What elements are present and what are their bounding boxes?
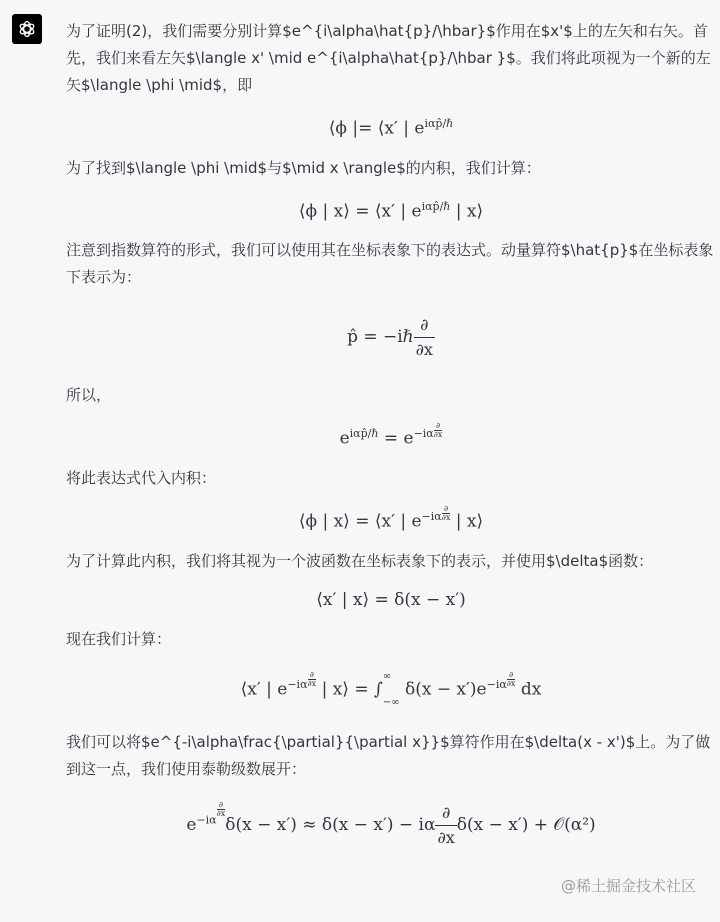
paragraph-4: 所以， — [66, 386, 112, 405]
paragraph-8: 我们可以将$e^{-i\alpha\frac{\partial}{\partial x}}$算符作用在$\delta(x - x')$上。为了做到这一点，我们使用泰勒级数展开： — [66, 732, 711, 778]
paragraph-1: 为了证明(2)，我们需要分别计算$e^{i\alpha\hat{p}/\hbar}$作用在$x'$上的左矢和右矢。首先，我们来看左矢$\langle x' \mid e^{i\alpha\hat{p}/\hbar }$。我们将此项视为一个新的左矢$\langle \phi \mid$，即 — [66, 22, 711, 94]
equation-integral: ⟨x′ | $e^{-i\alpha}$ $\frac{\partial}{\partial x}$ | x⟩ = ∫ ∞ −∞ $\delta(x - x')e^{-i\alpha}$ $\frac{\partial}{\partial x}$ dx — [240, 669, 542, 708]
equation-taylor-expansion: $e^{-i\alpha}$ $\frac{\partial}{\partial x}$ δ(x − x′) ≈ δ(x − x′) − iα $\frac{\partial}{\partial x}$ δ(x − x′) + 𝒪(α²) — [186, 799, 596, 847]
paragraph-2: 为了找到$\langle \phi \mid$与$\mid x \rangle$的内积，我们计算： — [66, 158, 541, 177]
paragraph-3: 注意到指数算符的形式，我们可以使用其在坐标表象下的表达式。动量算符$\hat{p}$在坐标表象下表示为： — [66, 241, 714, 287]
watermark: @稀土掘金技术社区 — [560, 877, 696, 895]
assistant-message — [66, 18, 716, 864]
paragraph-5: 将此表达式代入内积： — [66, 468, 217, 487]
equation-exponential-operator: $e^{i\alpha p̂/\hbar} = e^{-i\alpha}$ $\frac{\partial}{\partial x}$ — [339, 421, 443, 449]
paragraph-6: 为了计算此内积，我们将其视为一个波函数在坐标表象下的表示，并使用$\delta$函数： — [66, 551, 654, 570]
paragraph-7: 现在我们计算： — [66, 629, 172, 648]
equation-bra-phi: ⟨ϕ |= ⟨x′ | $e^{i\alpha p̂/\hbar}$ — [328, 117, 454, 139]
assistant-avatar — [12, 14, 42, 44]
equation-inner-product: ⟨ϕ | x⟩ = ⟨x′ | $e^{i\alpha p̂/\hbar}$ | x⟩ — [298, 199, 484, 222]
openai-logo-icon — [17, 19, 37, 39]
equation-inner-product-substituted: ⟨ϕ | x⟩ = ⟨x′ | $e^{-i\alpha}$ $\frac{\partial}{\partial x}$ | x⟩ — [298, 503, 484, 532]
equation-delta-function: ⟨x′ | x⟩ = δ(x − x′) — [316, 589, 466, 610]
equation-momentum-operator: p̂ = −iℏ $\frac{\partial}{\partial x}$ — [347, 315, 433, 360]
